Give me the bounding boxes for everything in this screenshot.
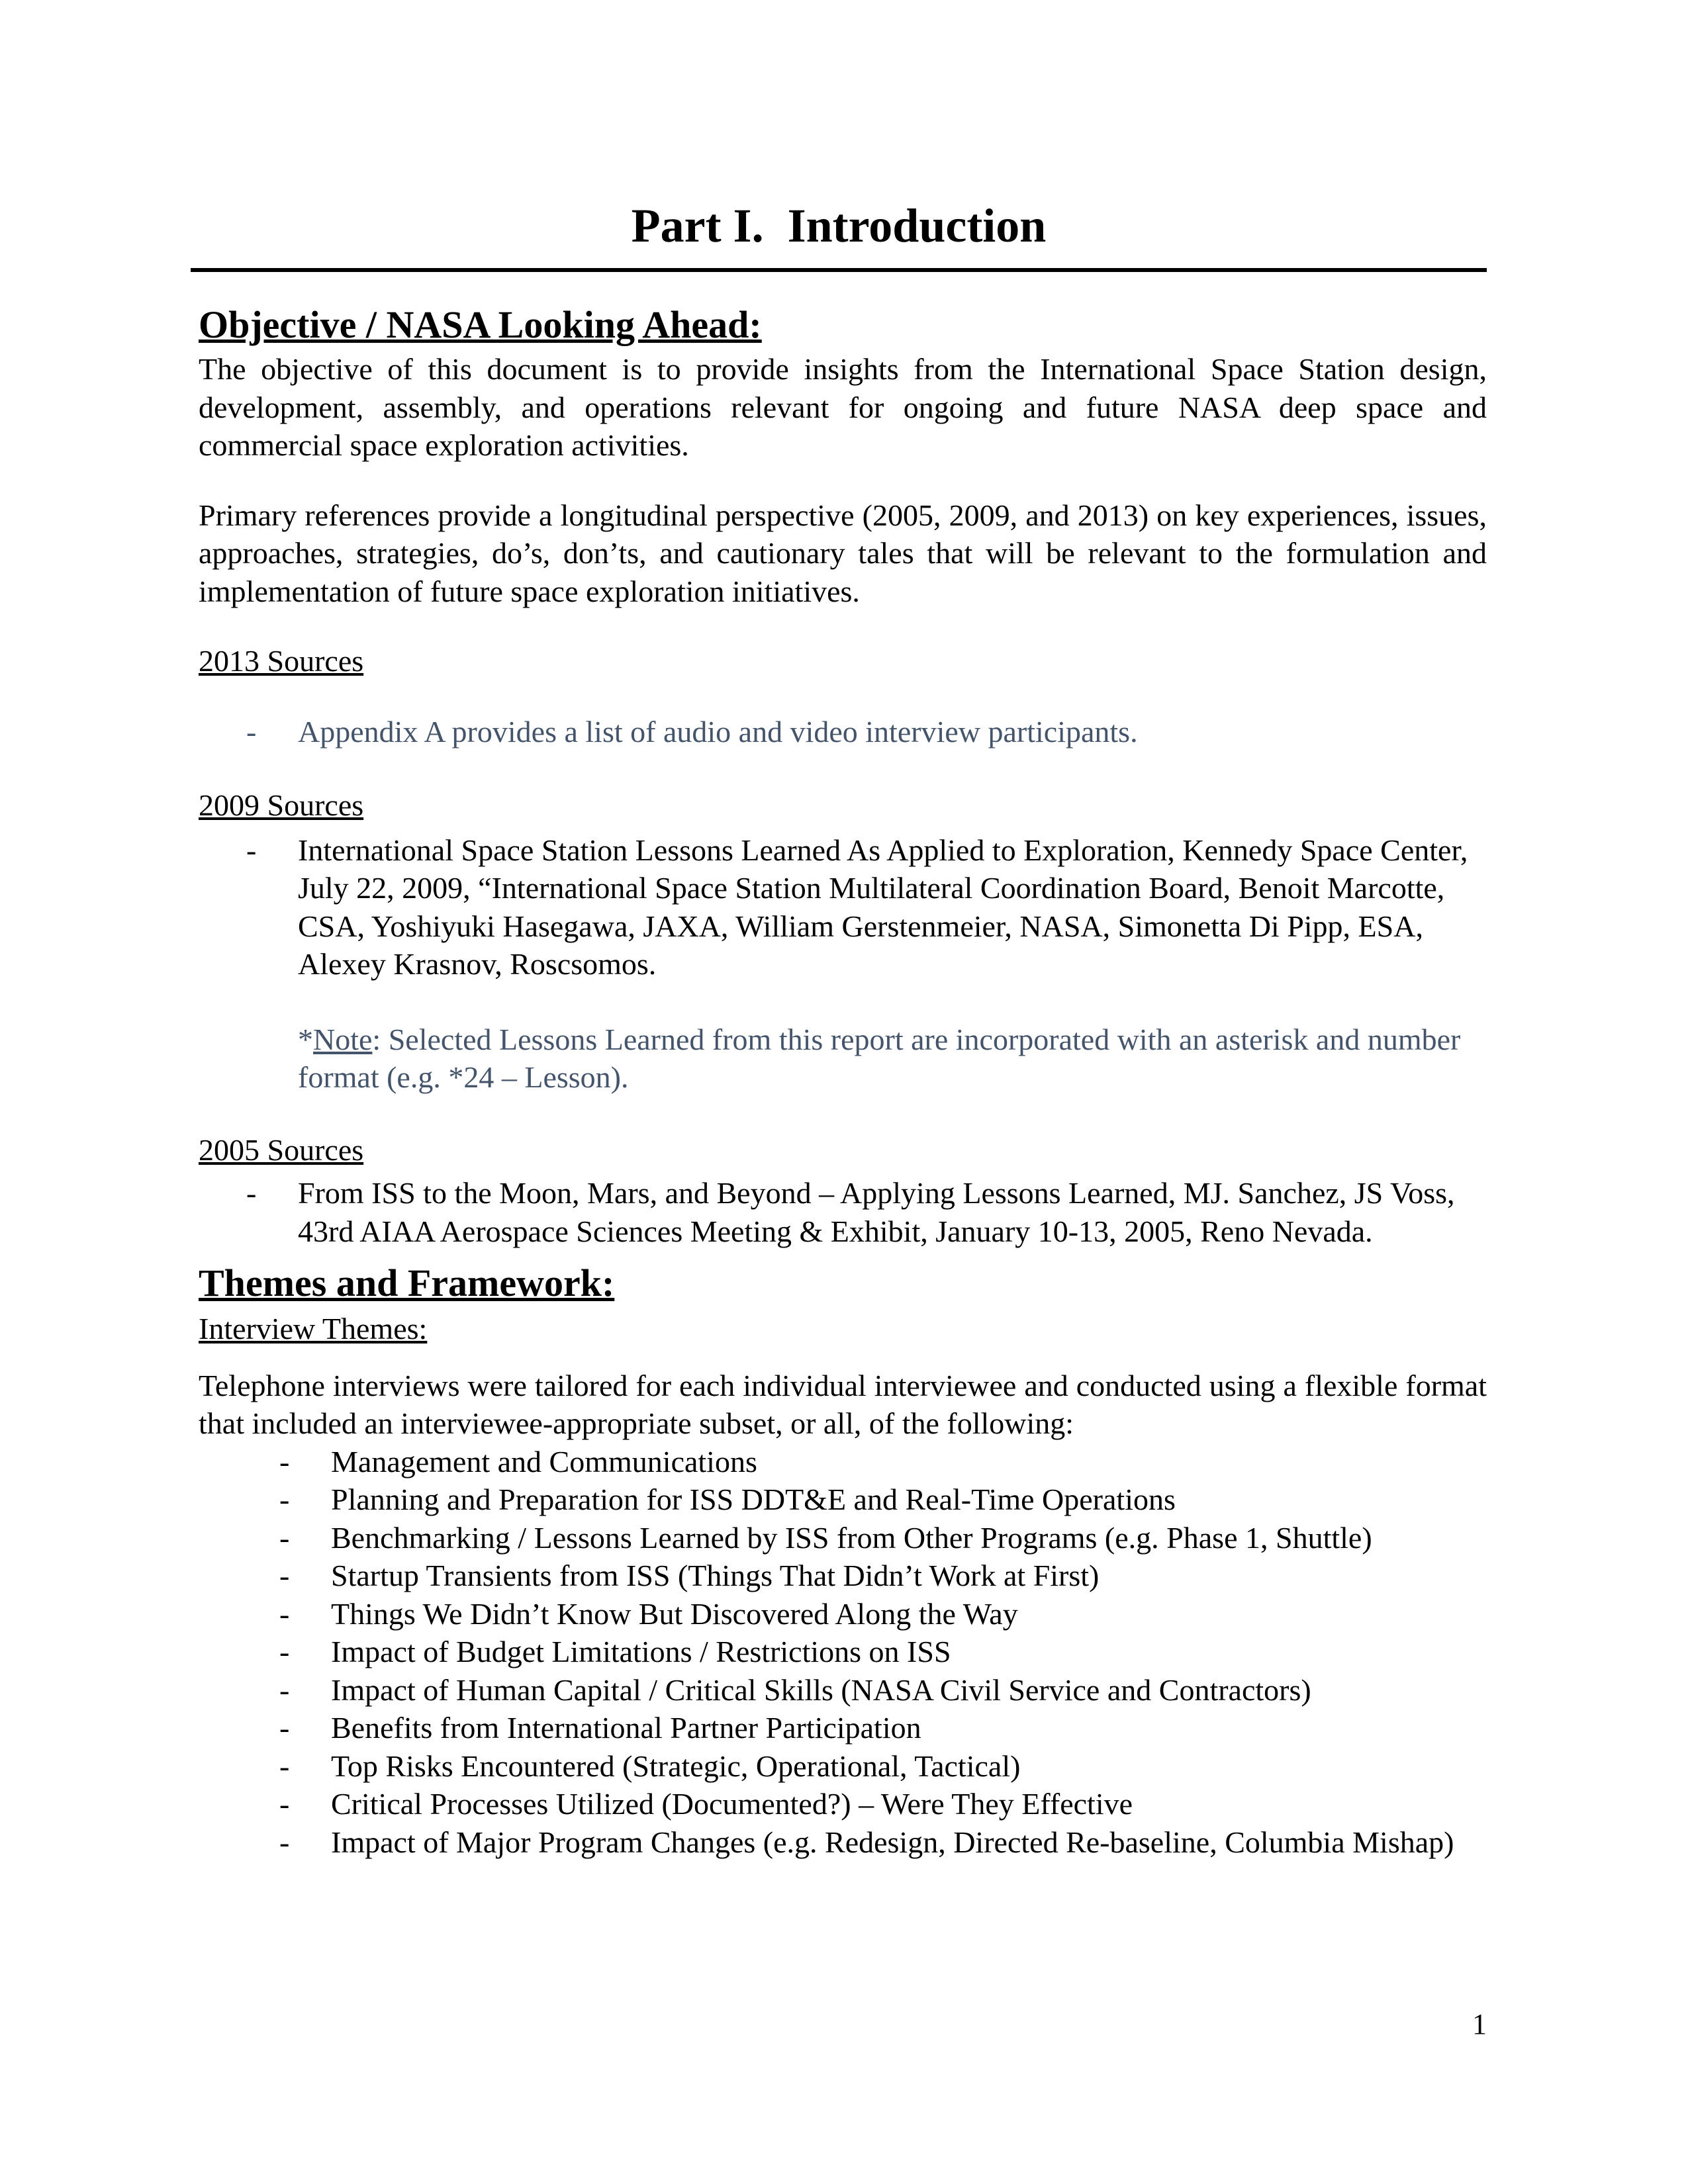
note-prefix: * bbox=[298, 1022, 313, 1056]
list-dash: - bbox=[279, 1787, 290, 1821]
list-item bbox=[199, 1747, 1487, 1786]
list-dash: - bbox=[279, 1711, 290, 1745]
list-item bbox=[199, 1519, 1487, 1557]
list-item-text: Appendix A provides a list of audio and video interview participants. bbox=[298, 714, 1138, 749]
list-item-text: Top Risks Encountered (Strategic, Operational, Tactical) bbox=[331, 1749, 1021, 1783]
themes-heading: Themes and Framework: bbox=[199, 1261, 615, 1304]
themes-intro: Telephone interviews were tailored for each individual interviewee and conducted using a flexible format that included an interviewee-appropriate subset, or all, of the following: bbox=[199, 1368, 1487, 1440]
list-item-text: Things We Didn’t Know But Discovered Along the Way bbox=[331, 1596, 1018, 1631]
sources-2005-label: 2005 Sources bbox=[199, 1132, 364, 1167]
page-title: Part I. Introduction bbox=[631, 199, 1047, 252]
list-dash: - bbox=[279, 1749, 290, 1783]
list-item bbox=[199, 1633, 1487, 1671]
list-item-text: Startup Transients from ISS (Things That Didn’t Work at First) bbox=[331, 1559, 1100, 1592]
list-item-text: From ISS to the Moon, Mars, and Beyond – Applying Lessons Learned, MJ. Sanchez, JS Voss, 43rd AIAA Aerospace Sciences Meeting & Exhibit, January 10-13, 2005, Reno Nevada. bbox=[298, 1176, 1455, 1248]
list-item bbox=[199, 1671, 1487, 1709]
sources-2009-list bbox=[199, 831, 1487, 983]
interview-themes-label: Interview Themes: bbox=[199, 1312, 428, 1345]
list-item bbox=[199, 1443, 1487, 1481]
objective-heading: Objective / NASA Looking Ahead: bbox=[199, 303, 762, 346]
list-dash: - bbox=[279, 1482, 290, 1516]
list-item bbox=[199, 831, 1487, 983]
list-item-text: Impact of Major Program Changes (e.g. Redesign, Directed Re-baseline, Columbia Mishap) bbox=[331, 1825, 1454, 1859]
note-text: : Selected Lessons Learned from this report are incorporated with an asterisk and number format (e.g. *24 – Lesson). bbox=[298, 1022, 1461, 1094]
themes-list bbox=[199, 1443, 1487, 1862]
list-dash: - bbox=[279, 1520, 290, 1555]
list-item bbox=[199, 713, 1487, 751]
sources-2013-label: 2013 Sources bbox=[199, 644, 364, 678]
list-item bbox=[199, 1557, 1487, 1595]
list-dash: - bbox=[279, 1444, 290, 1479]
sources-2005-list bbox=[199, 1174, 1487, 1250]
sources-2013-list bbox=[199, 713, 1487, 751]
list-dash: - bbox=[246, 714, 257, 749]
list-dash: - bbox=[279, 1825, 290, 1859]
list-item-text: Planning and Preparation for ISS DDT&E and Real-Time Operations bbox=[331, 1482, 1176, 1516]
list-dash: - bbox=[279, 1596, 290, 1631]
list-item bbox=[199, 1174, 1487, 1250]
title-divider bbox=[191, 268, 1487, 272]
list-dash: - bbox=[246, 833, 257, 867]
list-item bbox=[199, 1480, 1487, 1519]
list-item bbox=[199, 1595, 1487, 1633]
list-item-text: Management and Communications bbox=[331, 1444, 757, 1479]
sources-2009-label: 2009 Sources bbox=[199, 788, 364, 822]
list-dash: - bbox=[279, 1635, 290, 1668]
list-item-text: International Space Station Lessons Learned As Applied to Exploration, Kennedy Space Center, July 22, 2009, “International Space Station Multilateral Coordination Board, Benoit Marcotte, CSA, Yoshiyuki Hasegawa, JAXA, William Gerstenmeier, NASA, Simonetta Di Pipp, ESA, Alexey Krasnov, Roscsomos. bbox=[298, 833, 1468, 981]
list-item bbox=[199, 1785, 1487, 1823]
list-dash: - bbox=[279, 1559, 290, 1592]
list-item-text: Impact of Human Capital / Critical Skills (NASA Civil Service and Contractors) bbox=[331, 1672, 1311, 1707]
list-item-text: Critical Processes Utilized (Documented?) – Were They Effective bbox=[331, 1787, 1133, 1821]
sources-2009-note bbox=[199, 1021, 1487, 1097]
list-item bbox=[199, 1709, 1487, 1747]
list-item bbox=[199, 1823, 1487, 1862]
list-dash: - bbox=[246, 1176, 257, 1210]
list-item-text: Benchmarking / Lessons Learned by ISS from Other Programs (e.g. Phase 1, Shuttle) bbox=[331, 1520, 1372, 1555]
objective-paragraph-2: Primary references provide a longitudinal perspective (2005, 2009, and 2013) on key experiences, issues, approaches, strategies, do’s, don’ts, and cautionary tales that will be relevant to the formulation and implementation of future space exploration initiatives. bbox=[199, 498, 1487, 608]
list-dash: - bbox=[279, 1672, 290, 1707]
note-label: Note bbox=[313, 1022, 373, 1056]
objective-paragraph-1: The objective of this document is to provide insights from the International Space Station design, development, assembly, and operations relevant for ongoing and future NASA deep space and commercial space exploration activities. bbox=[199, 352, 1487, 462]
page-content bbox=[199, 301, 1487, 1861]
list-item-text: Impact of Budget Limitations / Restrictions on ISS bbox=[331, 1635, 951, 1668]
list-item-text: Benefits from International Partner Participation bbox=[331, 1711, 921, 1745]
page-number: 1 bbox=[1472, 2008, 1487, 2040]
